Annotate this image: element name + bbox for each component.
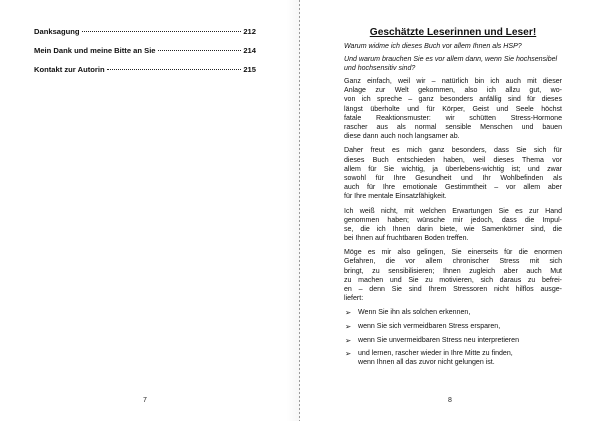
text-line: von ich spreche – ganz besonders anfällig sind für dieses [344, 96, 562, 104]
toc-entry [34, 46, 256, 56]
text-line: liefert: [344, 294, 364, 302]
arrow-bullet-icon: ➢ [345, 335, 352, 345]
bullet-text: Wenn Sie ihn als solchen erkennen, [358, 309, 471, 317]
text-line: bei Ihnen auf fruchtbaren Boden treffen. [344, 234, 469, 242]
toc-entry [34, 27, 256, 37]
text-line: für Ihre mentale Einsatzfähigkeit. [344, 192, 447, 200]
body-paragraph [344, 146, 562, 201]
text-line: allem für Sie wichtig, ja überlebens-wichtig ist; und zwar [344, 165, 562, 173]
bullet-text: wenn Sie sich vermeidbaren Stress ersparen, [358, 323, 501, 331]
right-page-content [344, 26, 562, 372]
arrow-bullet-icon: ➢ [345, 308, 352, 318]
text-line: fatale Reaktionsmuster: wir schütten Stress-Hormone [344, 114, 562, 122]
toc-entry-page: 214 [243, 46, 256, 55]
text-line: Ganz einfach, weil wir – natürlich bin ich auch mit dieser [344, 78, 562, 86]
page-heading: Geschätzte Leserinnen und Leser! [369, 27, 537, 38]
body-paragraph [344, 207, 562, 243]
bullet-item [344, 336, 562, 345]
text-line: Daher freut es mich ganz besonders, dass Sie sich für [344, 147, 562, 155]
text-line: diese dann auch noch langsamer ab. [344, 132, 460, 140]
text-line: zu machen und Sie zu motivieren, sich daraus zu befrei- [344, 276, 562, 284]
toc-entry [34, 65, 256, 75]
bullet-item [344, 308, 562, 317]
text-line: en – denn Sie sind Ihrem Stressoren nicht hilflos ausge- [344, 285, 562, 293]
toc-leader-dots [82, 31, 242, 32]
text-line: se, die ich Ihnen darin biete, wie Samenkörner sind, die [344, 225, 562, 233]
page-number-right: 8 [448, 397, 452, 404]
text-line: Möge es mir also gelingen, Sie einerseits für die enormen [344, 249, 562, 257]
toc-entry-title: Mein Dank und meine Bitte an Sie [34, 46, 156, 55]
body-paragraph [344, 248, 562, 303]
bullet-text: und lernen, rascher wieder in Ihre Mitte zu finden, [358, 350, 513, 358]
text-line: Ich weiß nicht, mit welchen Erwartungen Sie es zur Hand [344, 207, 562, 215]
bullet-list [344, 308, 562, 367]
text-line: längst überholte und für Körper, Geist und Seele höchst [344, 105, 562, 113]
intro-question: Warum widme ich dieses Buch vor allem Ihnen als HSP? [344, 43, 522, 50]
toc-leader-dots [107, 69, 242, 70]
intro-question: Und warum brauchen Sie es vor allem dann, wenn Sie hochsensibel und hochsensitiv sind? [344, 56, 558, 73]
bullet-text: wenn Ihnen all das zuvor nicht gelungen ist. [358, 359, 495, 367]
bullet-text: wenn Sie unvermeidbaren Stress neu interpretieren [358, 336, 519, 344]
arrow-bullet-icon: ➢ [345, 349, 352, 359]
arrow-bullet-icon: ➢ [345, 322, 352, 332]
text-line: sowohl für Ihre Gesundheit und Ihr Wohlbefinden als [344, 174, 562, 182]
toc-entry-title: Danksagung [34, 27, 80, 36]
bullet-item [344, 349, 562, 367]
text-line: Gefahren, die vor allem chronischer Stress mit sich [344, 258, 562, 266]
text-line: rascher aus als normal sensible Menschen und bauen [344, 123, 562, 131]
toc-entry-page: 212 [243, 27, 256, 36]
gutter-shadow [286, 0, 300, 421]
right-page [300, 0, 600, 421]
body-paragraph [344, 77, 562, 141]
text-line: genommen haben; wünsche mir jedoch, dass die Impul- [344, 216, 562, 224]
toc-entry-title: Kontakt zur Autorin [34, 65, 105, 74]
bullet-item [344, 322, 562, 331]
text-line: dieses Buch entschieden haben, weil dieses Thema vor [344, 156, 562, 164]
body-text [344, 77, 562, 303]
page-number-left: 7 [143, 397, 147, 404]
text-line: Anlage zur Welt gekommen, also ich allzu gut, wo- [344, 87, 562, 95]
table-of-contents [34, 27, 256, 84]
toc-entry-page: 215 [243, 65, 256, 74]
toc-leader-dots [158, 50, 242, 51]
text-line: auch für Ihre emotionale Gestimmtheit – vor allem aber [344, 183, 562, 191]
text-line: bringt, zu sensibilisieren; Ihnen zugleich aber auch Mut [344, 267, 562, 275]
